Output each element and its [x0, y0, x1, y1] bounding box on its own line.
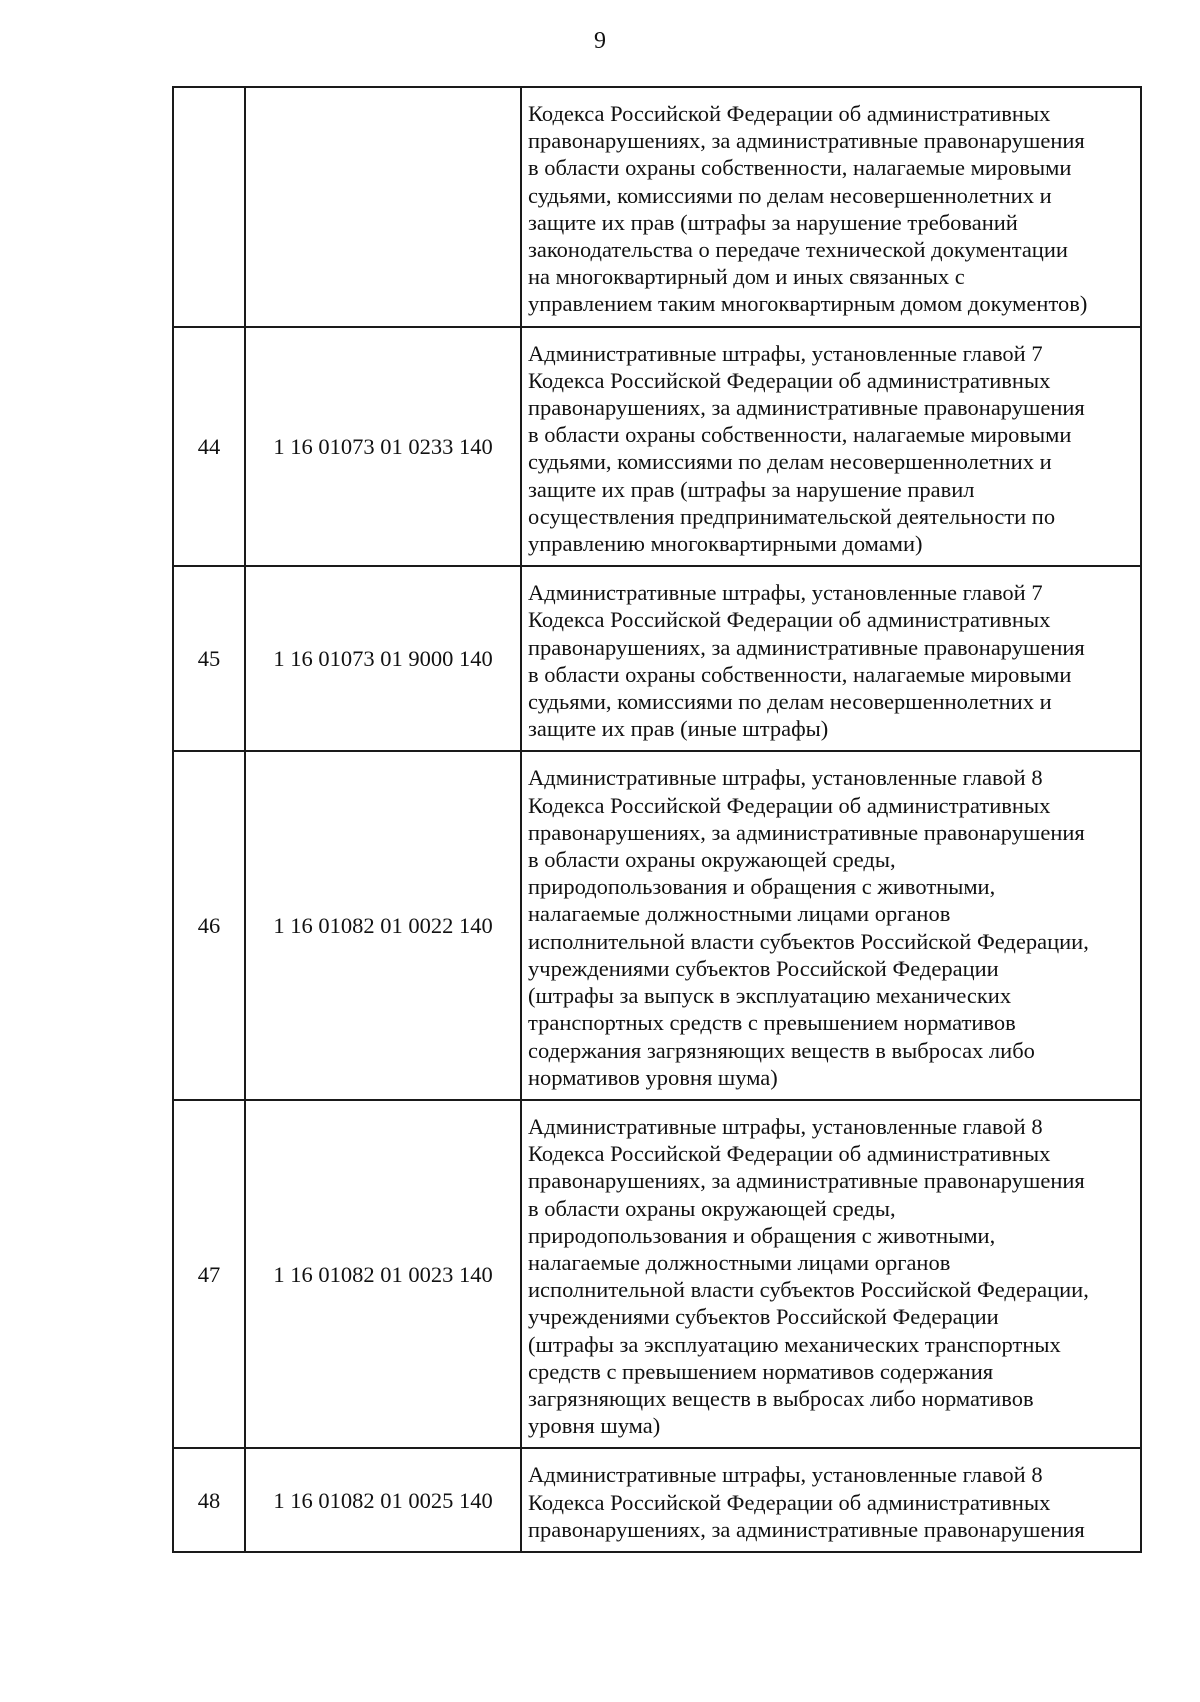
description-line: исполнительной власти субъектов Российской Федерации, — [528, 1277, 1089, 1303]
description-line: защите их прав (штрафы за нарушение правил — [528, 476, 975, 502]
description-line: Кодекса Российской Федерации об административных — [528, 607, 1051, 633]
description-line: правонарушениях, за административные правонарушения — [528, 1516, 1085, 1542]
budget-code-cell: 1 16 01073 01 0233 140 — [245, 327, 521, 567]
description-line: судьями, комиссиями по делам несовершеннолетних и — [528, 449, 1052, 475]
description-line: исполнительной власти субъектов Российской Федерации, — [528, 928, 1089, 954]
description-line: Кодекса Российской Федерации об административных — [528, 101, 1051, 126]
description-line: Кодекса Российской Федерации об административных — [528, 1489, 1051, 1515]
row-number-cell: 44 — [173, 327, 245, 567]
description-line: уровня шума) — [528, 1413, 661, 1439]
description-line: в области охраны окружающей среды, — [528, 847, 896, 873]
description-line: законодательства о передаче технической документации — [528, 237, 1068, 263]
description-cell — [521, 1100, 1141, 1448]
description-line: правонарушениях, за административные правонарушения — [528, 128, 1085, 154]
table-row — [173, 1448, 1141, 1552]
description-line: природопользования и обращения с животными, — [528, 874, 996, 900]
description-line: в области охраны окружающей среды, — [528, 1195, 896, 1221]
row-number-cell: 45 — [173, 566, 245, 751]
budget-code-cell: 1 16 01082 01 0022 140 — [245, 751, 521, 1099]
description-line: правонарушениях, за административные правонарушения — [528, 395, 1085, 421]
description-cell — [521, 87, 1141, 327]
description-cell — [521, 327, 1141, 567]
description-line: налагаемые должностными лицами органов — [528, 901, 951, 927]
description-line: осуществления предпринимательской деятельности по — [528, 503, 1056, 529]
budget-code-cell — [245, 87, 521, 327]
description-line: правонарушениях, за административные правонарушения — [528, 634, 1085, 660]
description-line: Кодекса Российской Федерации об административных — [528, 367, 1051, 393]
table-row — [173, 566, 1141, 751]
table-body — [173, 87, 1141, 1552]
description-line: Кодекса Российской Федерации об административных — [528, 1141, 1051, 1167]
description-line: управлением таким многоквартирным домом документов) — [528, 291, 1088, 317]
description-line: в области охраны собственности, налагаемые мировыми — [528, 422, 1072, 448]
row-number-cell — [173, 87, 245, 327]
description-line: природопользования и обращения с животными, — [528, 1222, 996, 1248]
description-line: правонарушениях, за административные правонарушения — [528, 819, 1085, 845]
table-row — [173, 327, 1141, 567]
row-number-cell: 46 — [173, 751, 245, 1099]
description-line: судьями, комиссиями по делам несовершеннолетних и — [528, 689, 1052, 715]
description-line: (штрафы за эксплуатацию механических транспортных — [528, 1331, 1061, 1357]
description-line: средств с превышением нормативов содержания — [528, 1358, 994, 1384]
description-line: Административные штрафы, установленные главой 8 — [528, 765, 1043, 791]
description-cell — [521, 751, 1141, 1099]
budget-code-cell: 1 16 01082 01 0025 140 — [245, 1448, 521, 1552]
budget-codes-table — [172, 86, 1142, 1553]
description-line: в области охраны собственности, налагаемые мировыми — [528, 661, 1072, 687]
description-line: налагаемые должностными лицами органов — [528, 1249, 951, 1275]
description-line: Кодекса Российской Федерации об административных — [528, 792, 1051, 818]
description-line: правонарушениях, за административные правонарушения — [528, 1168, 1085, 1194]
table-row — [173, 87, 1141, 327]
description-line: Административные штрафы, установленные главой 8 — [528, 1462, 1043, 1488]
table-row — [173, 751, 1141, 1099]
description-line: на многоквартирный дом и иных связанных с — [528, 264, 965, 290]
description-line: Административные штрафы, установленные главой 7 — [528, 580, 1043, 606]
description-line: содержания загрязняющих веществ в выбросах либо — [528, 1037, 1035, 1063]
description-line: судьями, комиссиями по делам несовершеннолетних и — [528, 182, 1052, 208]
description-cell — [521, 1448, 1141, 1552]
budget-code-cell: 1 16 01082 01 0023 140 — [245, 1100, 521, 1448]
description-cell — [521, 566, 1141, 751]
description-line: нормативов уровня шума) — [528, 1064, 778, 1090]
description-line: (штрафы за выпуск в эксплуатацию механических — [528, 983, 1012, 1009]
description-line: в области охраны собственности, налагаемые мировыми — [528, 155, 1072, 181]
description-line: защите их прав (штрафы за нарушение требований — [528, 209, 1018, 235]
table-row — [173, 1100, 1141, 1448]
description-line: управлению многоквартирными домами) — [528, 531, 923, 557]
description-line: учреждениями субъектов Российской Федерации — [528, 1304, 999, 1330]
row-number-cell: 48 — [173, 1448, 245, 1552]
description-line: учреждениями субъектов Российской Федерации — [528, 955, 999, 981]
row-number-cell: 47 — [173, 1100, 245, 1448]
budget-code-cell: 1 16 01073 01 9000 140 — [245, 566, 521, 751]
description-line: загрязняющих веществ в выбросах либо нормативов — [528, 1385, 1034, 1411]
page-number: 9 — [594, 28, 606, 54]
description-line: защите их прав (иные штрафы) — [528, 716, 829, 742]
description-line: Административные штрафы, установленные главой 8 — [528, 1113, 1043, 1139]
description-line: транспортных средств с превышением нормативов — [528, 1010, 1016, 1036]
description-line: Административные штрафы, установленные главой 7 — [528, 340, 1043, 366]
